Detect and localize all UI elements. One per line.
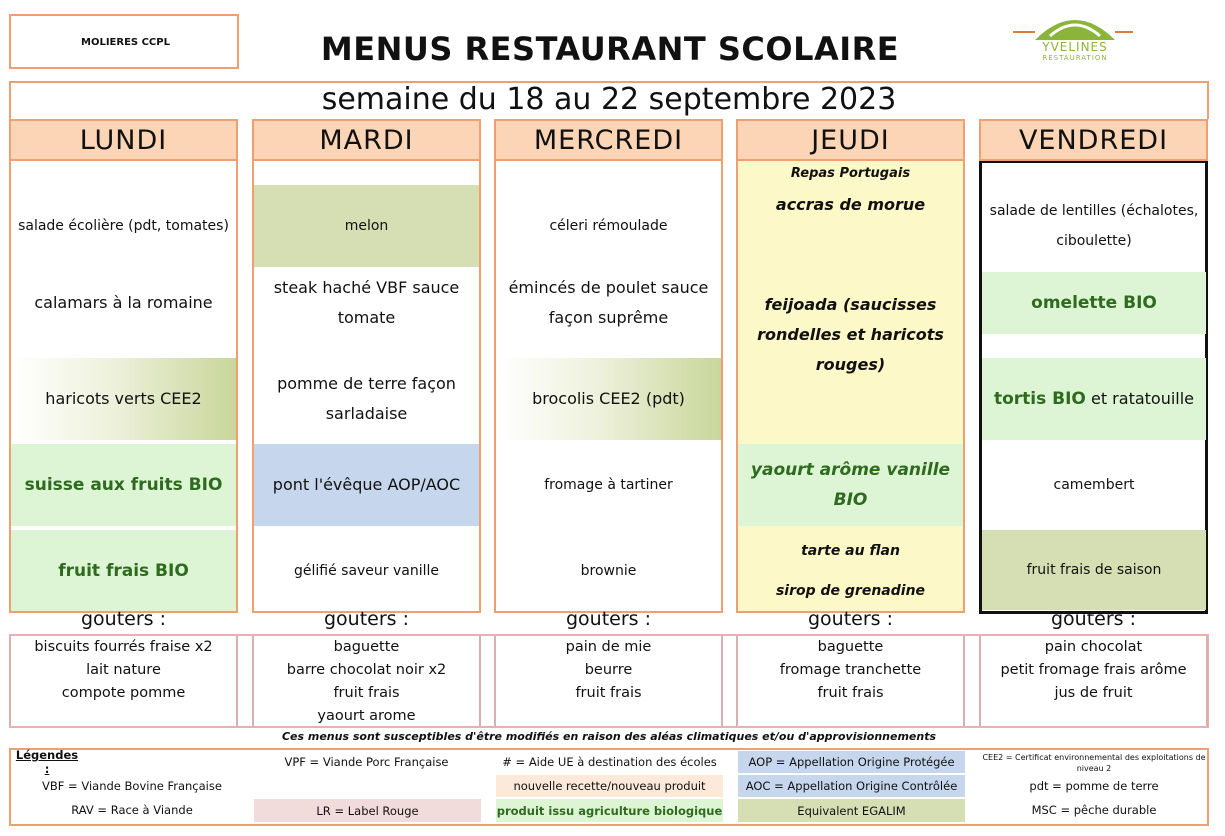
- snacks-monday: [9, 636, 238, 726]
- friday-side-bio: tortis BIO: [993, 389, 1086, 409]
- snack-item: fromage tranchette: [779, 662, 922, 678]
- tuesday-main: steak haché VBF sauce tomate: [273, 278, 460, 327]
- thursday-theme: Repas Portugais: [790, 166, 911, 181]
- snack-item: baguette: [333, 639, 400, 655]
- friday-side-rest: et ratatouille: [1085, 389, 1195, 408]
- gouters-label-wednesday: gouters :: [565, 608, 652, 630]
- day-header-wednesday: MERCREDI: [494, 119, 723, 161]
- friday-starter: salade de lentilles (échalotes, ciboulette): [989, 203, 1199, 249]
- legend-aop: AOP = Appellation Origine Protégée: [738, 751, 965, 773]
- legend-bio: produit issu agriculture biologique: [496, 799, 723, 822]
- day-header-thursday: JEUDI: [736, 119, 965, 161]
- legend-nouveau: nouvelle recette/nouveau produit: [496, 775, 723, 797]
- gouters-label-monday: gouters :: [80, 608, 167, 630]
- legend-rav: RAV = Race à Viande: [71, 803, 193, 817]
- monday-starter: salade écolière (pdt, tomates): [18, 218, 229, 234]
- snacks-wednesday: [494, 636, 723, 726]
- snack-item: fruit frais: [817, 685, 884, 701]
- legend-vbf: VBF = Viande Bovine Française: [42, 779, 222, 793]
- snack-item: jus de fruit: [1054, 685, 1133, 701]
- legend-aide: # = Aide UE à destination des écoles: [502, 755, 717, 769]
- monday-main: calamars à la romaine: [34, 293, 213, 312]
- tuesday-starter: melon: [254, 185, 479, 267]
- legend-egalim: Equivalent EGALIM: [738, 799, 965, 822]
- snack-item: biscuits fourrés fraise x2: [34, 639, 213, 655]
- wednesday-main: émincés de poulet sauce façon suprême: [508, 278, 709, 327]
- snack-item: barre chocolat noir x2: [286, 662, 447, 678]
- friday-dairy: camembert: [1053, 477, 1135, 493]
- school-name-box: [9, 14, 239, 69]
- snacks-tuesday: [252, 636, 481, 726]
- legend-msc: MSC = pêche durable: [1031, 803, 1157, 817]
- snack-item: petit fromage frais arôme: [1000, 662, 1187, 678]
- wednesday-starter: céleri rémoulade: [549, 218, 668, 234]
- logo-line1: YVELINES: [1042, 40, 1108, 54]
- week-title: semaine du 18 au 22 septembre 2023: [321, 82, 897, 117]
- school-name: MOLIERES CCPL: [81, 37, 170, 48]
- thursday-main: feijoada (saucisses rondelles et haricots rouges): [757, 295, 944, 374]
- thursday-starter: accras de morue: [775, 195, 926, 214]
- monday-dessert: fruit frais BIO: [11, 530, 236, 611]
- tuesday-dairy: pont l'évêque AOP/AOC: [254, 444, 479, 526]
- tuesday-dessert: gélifié saveur vanille: [293, 562, 440, 579]
- friday-dessert: fruit frais de saison: [982, 530, 1206, 610]
- yvelines-restauration-logo: [1005, 6, 1135, 68]
- logo-line2: RESTAURATION: [1042, 54, 1108, 62]
- legend-title: Légendes :: [15, 748, 79, 776]
- friday-main: omelette BIO: [982, 272, 1206, 334]
- friday-side: [982, 358, 1206, 440]
- snacks-thursday: [736, 636, 965, 726]
- snack-item: fruit frais: [575, 685, 642, 701]
- tuesday-side: pomme de terre façon sarladaise: [277, 374, 456, 423]
- snack-item: pain chocolat: [1044, 639, 1143, 655]
- snacks-friday: [979, 636, 1208, 726]
- legend-cee2: CEE2 = Certificat environnemental des exploitations de niveau 2: [982, 753, 1206, 773]
- day-header-tuesday: MARDI: [252, 119, 481, 161]
- day-header-friday: VENDREDI: [979, 119, 1208, 161]
- snack-item: baguette: [817, 639, 884, 655]
- thursday-dessert-2: sirop de grenadine: [775, 583, 926, 599]
- thursday-dairy: yaourt arôme vanille BIO: [738, 444, 963, 526]
- page-title: MENUS RESTAURANT SCOLAIRE: [320, 30, 900, 68]
- day-header-monday: LUNDI: [9, 119, 238, 161]
- monday-side: haricots verts CEE2: [11, 358, 236, 440]
- legend-pdt: pdt = pomme de terre: [1029, 779, 1159, 793]
- snack-item: lait nature: [86, 662, 161, 678]
- gouters-label-friday: gouters :: [1050, 608, 1137, 630]
- wednesday-dairy: fromage à tartiner: [544, 477, 673, 493]
- disclaimer-notice: Ces menus sont susceptibles d'être modifiés en raison des aléas climatiques et/ou d'approvisionnements: [281, 730, 937, 743]
- monday-dairy: suisse aux fruits BIO: [11, 444, 236, 526]
- wednesday-side: brocolis CEE2 (pdt): [496, 358, 721, 440]
- snack-item: fruit frais: [333, 685, 400, 701]
- snack-item: pain de mie: [565, 639, 652, 655]
- wednesday-dessert: brownie: [580, 562, 637, 579]
- thursday-dessert-1: tarte au flan: [801, 543, 900, 559]
- snack-item: beurre: [584, 662, 633, 678]
- legend-vpf: VPF = Viande Porc Française: [284, 755, 449, 769]
- gouters-label-tuesday: gouters :: [323, 608, 410, 630]
- legend-lr: LR = Label Rouge: [254, 799, 481, 822]
- legend-aoc: AOC = Appellation Origine Contrôlée: [738, 775, 965, 797]
- snack-item: compote pomme: [61, 685, 186, 701]
- gouters-label-thursday: gouters :: [807, 608, 894, 630]
- snack-item: yaourt arome: [317, 708, 416, 724]
